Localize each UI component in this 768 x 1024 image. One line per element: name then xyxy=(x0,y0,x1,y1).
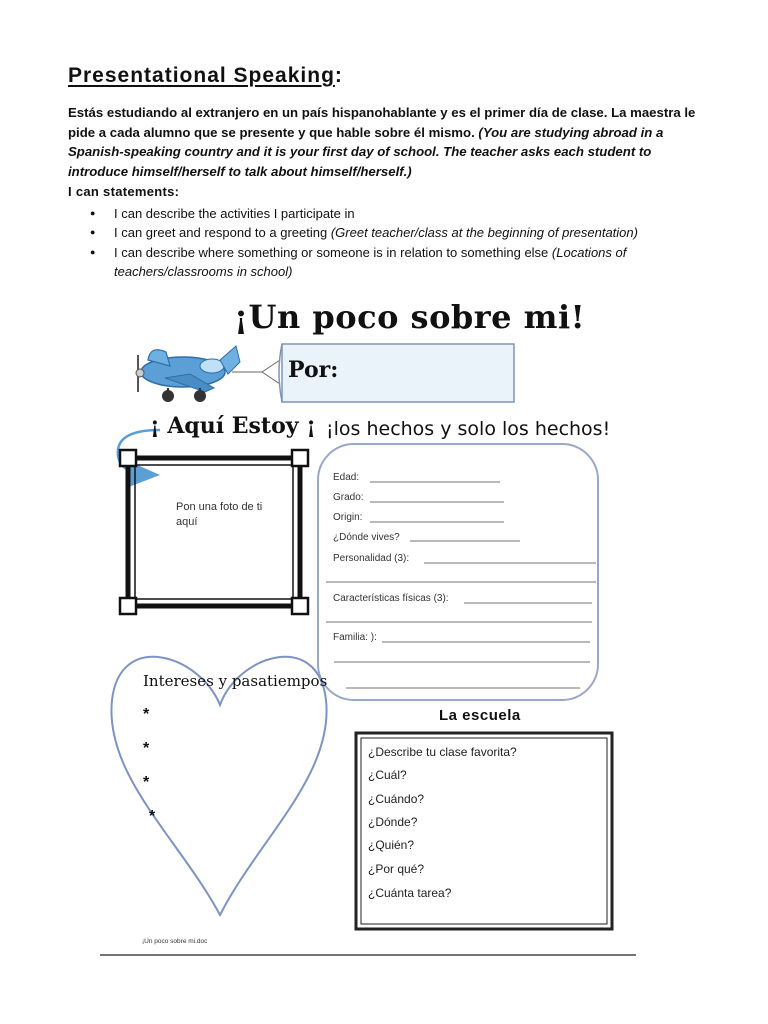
intro-english: (You are studying abroad in a Spanish-speaking country and it is your first day of school. The teacher asks each student to introduce himself/herself to talk about himself/herself.) xyxy=(68,124,664,179)
field-residence: ¿Dónde vives? xyxy=(333,532,400,543)
school-question: ¿Cuándo? xyxy=(368,792,425,806)
photo-heading: ¡ Aquí Estoy ¡ xyxy=(150,413,316,439)
i-can-item: ● I can describe where something or someone is in relation to something else (Locations of teachers/classrooms in school) xyxy=(90,243,690,282)
school-question: ¿Cuál? xyxy=(368,768,407,782)
school-heading: La escuela xyxy=(439,707,521,724)
interest-bullet: * xyxy=(143,740,150,757)
photo-placeholder: Pon una foto de ti aquí xyxy=(176,501,263,528)
interests-heading: Intereses y pasatiempos xyxy=(143,672,328,690)
worksheet-title: ¡Un poco sobre mi! xyxy=(234,298,586,336)
field-physical: Características físicas (3): xyxy=(333,593,449,604)
banner-label: Por: xyxy=(288,357,339,383)
interest-bullet: * xyxy=(143,774,150,791)
school-question: ¿Quién? xyxy=(368,838,415,852)
field-origin: Origin: xyxy=(333,512,363,523)
i-can-item: ● I can greet and respond to a greeting (Greet teacher/class at the beginning of presentation) xyxy=(90,223,690,242)
interest-bullet: * xyxy=(143,706,150,723)
school-question: ¿Por qué? xyxy=(368,862,425,876)
i-can-item: ● I can describe the activities I participate in xyxy=(90,204,690,223)
page-title: Presentational Speaking: xyxy=(68,64,343,87)
intro-spanish: Estás estudiando al extranjero en un país hispanohablante y es el primer día de clase. La maestra le pide a cada alumno que se presente y que hable sobre él mismo. xyxy=(68,105,696,140)
field-age: Edad: xyxy=(333,472,360,483)
school-question: ¿Cuánta tarea? xyxy=(368,886,452,900)
i-can-heading: I can statements: xyxy=(68,184,180,199)
field-grade: Grado: xyxy=(333,492,364,503)
airplane-icon xyxy=(136,346,240,402)
school-question: ¿Dónde? xyxy=(368,815,418,829)
footer-filename: ¡Un poco sobre mi.doc xyxy=(142,938,208,945)
interest-bullet: * xyxy=(149,808,156,825)
field-family: Familia: ): xyxy=(333,632,377,643)
facts-heading: ¡los hechos y solo los hechos! xyxy=(326,418,611,440)
school-question: ¿Describe tu clase favorita? xyxy=(368,745,517,759)
field-personality: Personalidad (3): xyxy=(333,553,410,564)
